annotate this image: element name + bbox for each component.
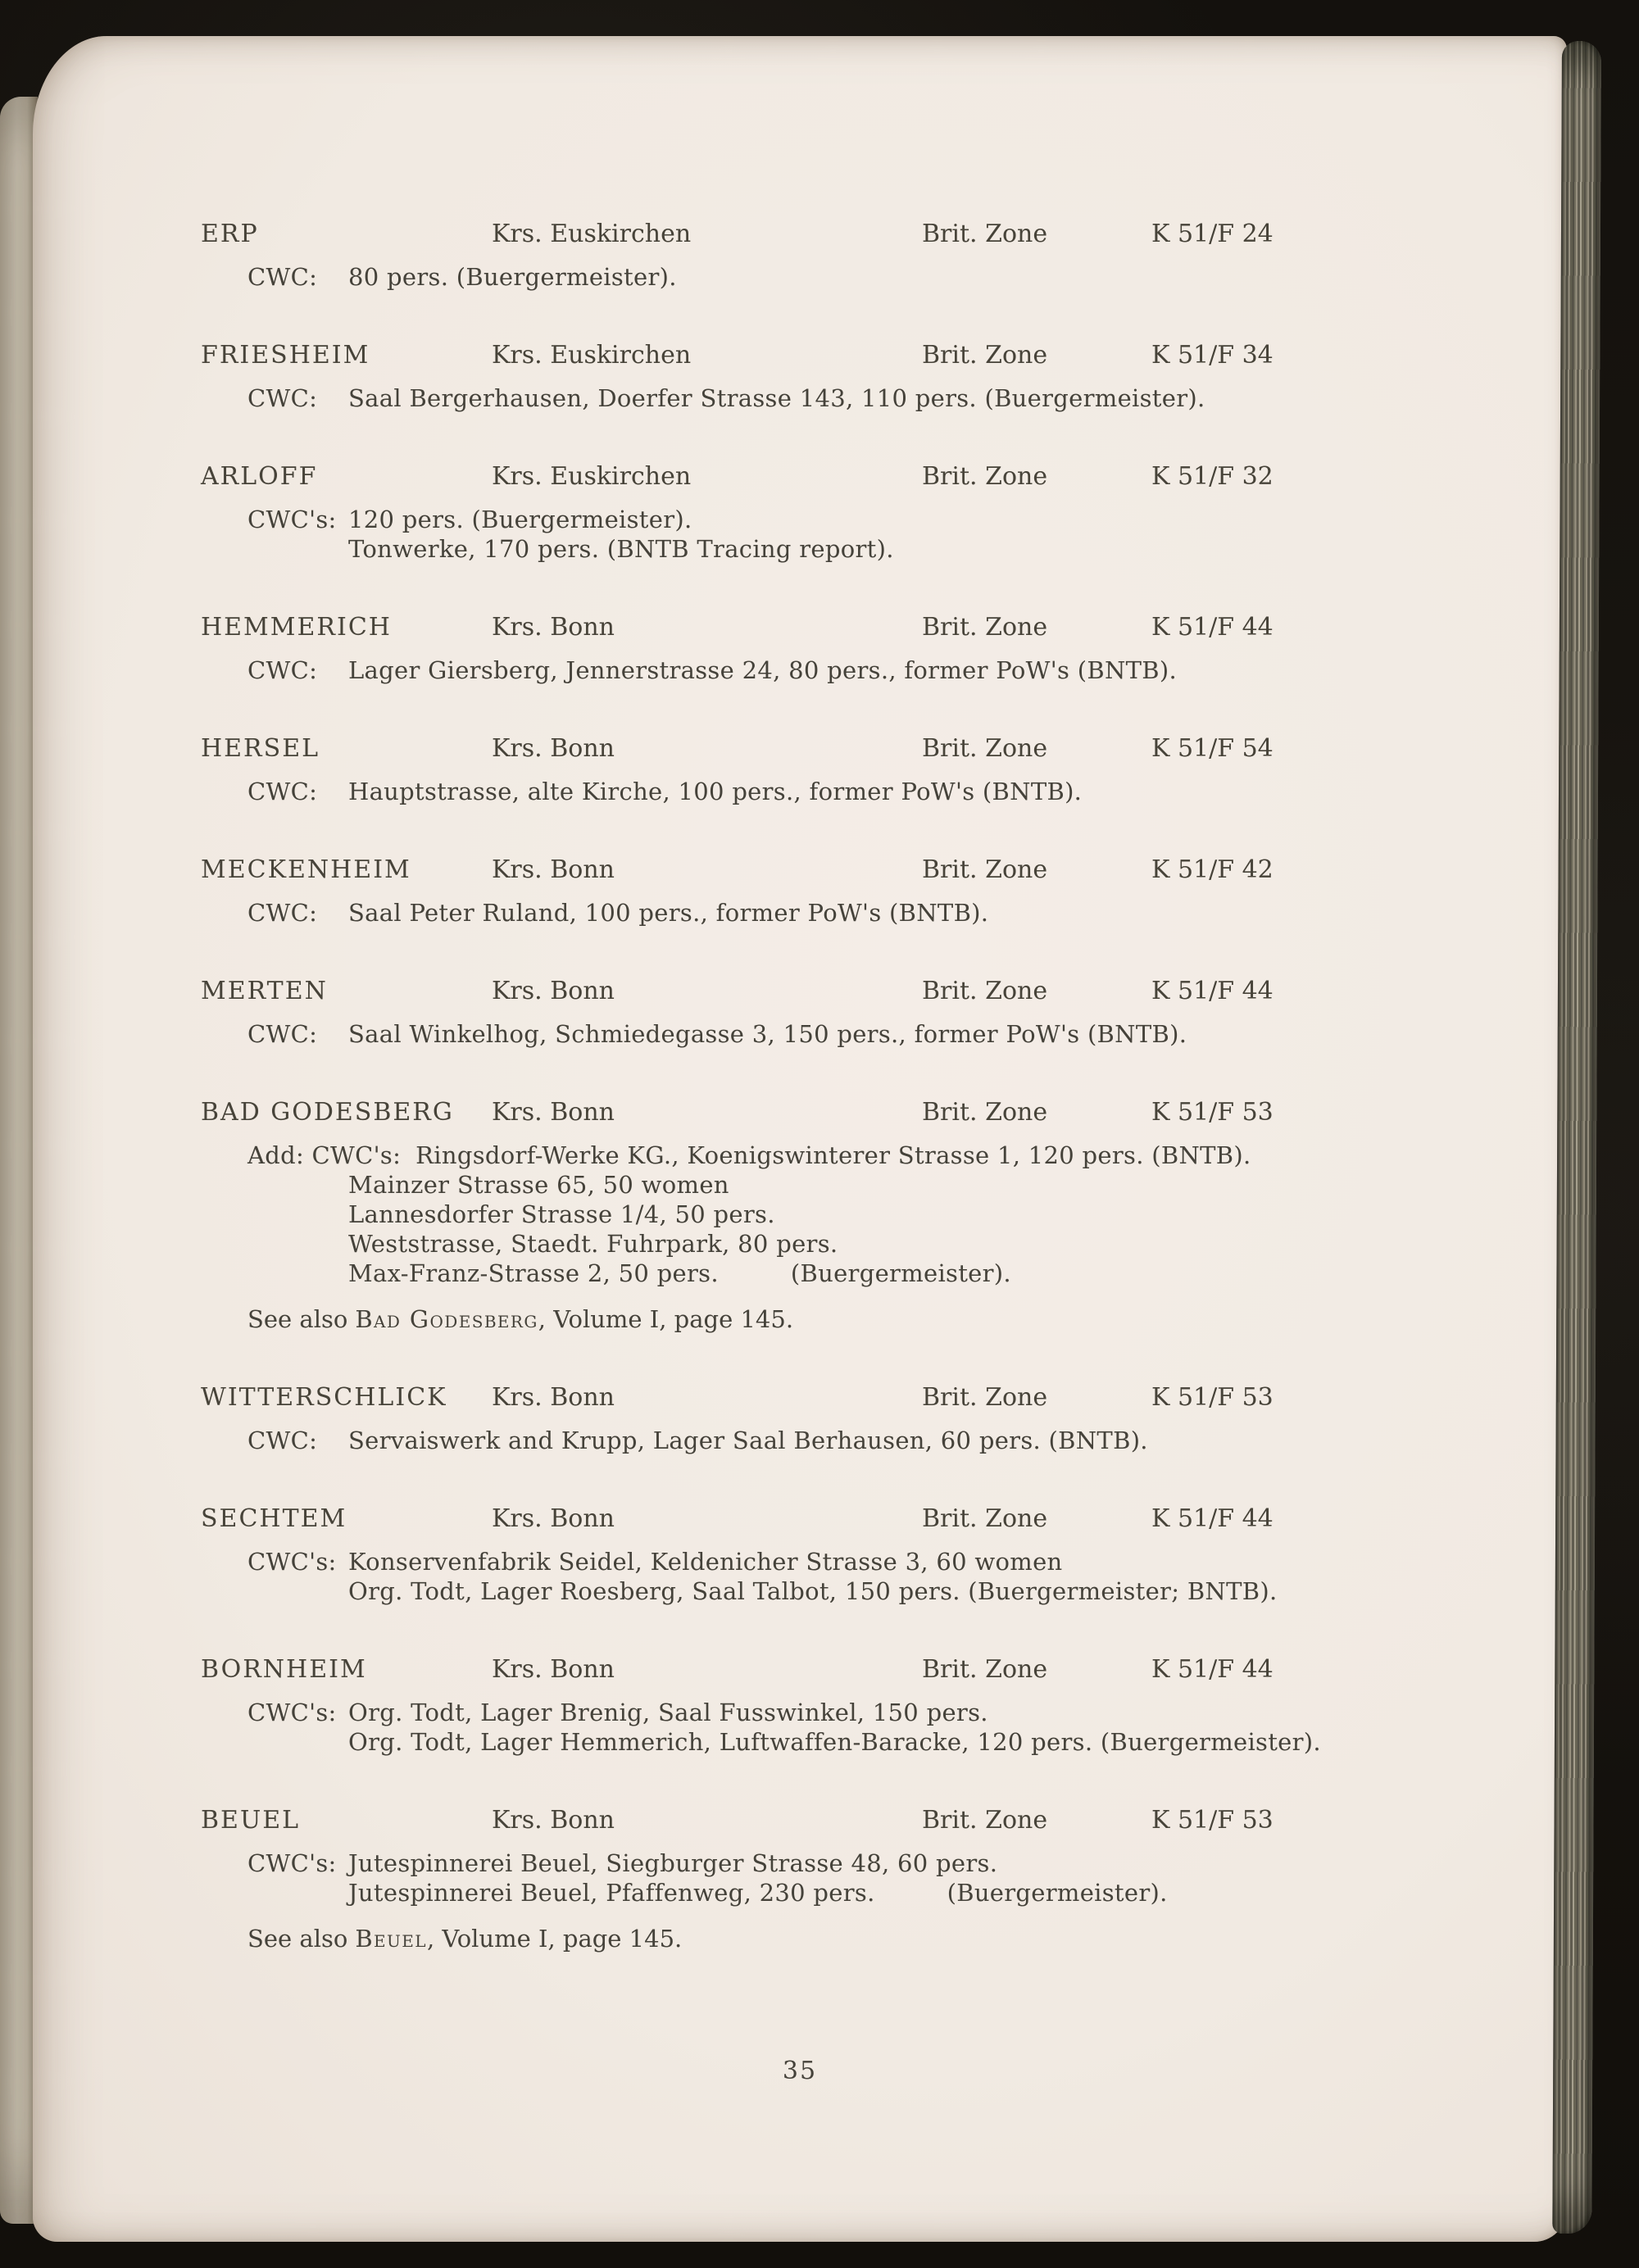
camp-line (33, 1229, 1567, 1259)
camp-line-label: CWC: (247, 656, 318, 684)
entry-header (33, 1653, 1567, 1686)
occupation-zone: Brit. Zone (922, 1098, 1048, 1127)
camp-line-label: CWC's: (247, 1849, 337, 1877)
place-name: MERTEN (201, 977, 328, 1005)
camp-line-label: CWC: (247, 1020, 318, 1048)
camp-line (33, 777, 1567, 806)
camp-line (33, 1019, 1567, 1049)
map-reference: K 51/F 44 (1151, 613, 1274, 642)
place-entry (33, 1381, 1567, 1455)
camp-line-text: Saal Winkelhog, Schmiedegasse 3, 150 pers., former PoW's (BNTB). (348, 1020, 1187, 1048)
camp-line (33, 505, 1567, 534)
occupation-zone: Brit. Zone (922, 1655, 1048, 1684)
book-page (33, 36, 1567, 2242)
map-reference: K 51/F 44 (1151, 977, 1274, 1005)
entry-body (33, 655, 1567, 685)
district-name: Krs. Bonn (492, 734, 615, 763)
place-name: BAD GODESBERG (201, 1098, 454, 1127)
district-name: Krs. Bonn (492, 977, 615, 1005)
entry-body (33, 1141, 1567, 1288)
place-name: ERP (201, 220, 259, 248)
occupation-zone: Brit. Zone (922, 613, 1048, 642)
camp-line (33, 898, 1567, 928)
camp-line-text: Servaiswerk and Krupp, Lager Saal Berhausen, 60 pers. (BNTB). (348, 1427, 1148, 1454)
entry-body (33, 777, 1567, 806)
entry-body (33, 505, 1567, 564)
entry-header (33, 1096, 1567, 1129)
camp-line (33, 1259, 1567, 1288)
camp-line-label: Add: CWC's: (247, 1141, 402, 1169)
map-reference: K 51/F 53 (1151, 1383, 1274, 1412)
see-also-place-name: Beuel (355, 1925, 427, 1953)
see-also-note (33, 1924, 1567, 1953)
district-name: Krs. Bonn (492, 1806, 615, 1835)
camp-line (33, 1200, 1567, 1229)
place-name: HERSEL (201, 734, 320, 763)
camp-line (33, 1426, 1567, 1455)
camp-line-text: 80 pers. (Buergermeister). (348, 263, 677, 291)
occupation-zone: Brit. Zone (922, 220, 1048, 248)
camp-line (33, 1170, 1567, 1200)
district-name: Krs. Bonn (492, 1383, 615, 1412)
place-entry (33, 1503, 1567, 1606)
entry-body (33, 1547, 1567, 1606)
entry-header (33, 1381, 1567, 1414)
see-also-prefix: See also (247, 1305, 348, 1333)
camp-line-source: (Buergermeister). (790, 1259, 1011, 1287)
camp-line-label: CWC: (247, 384, 318, 412)
map-reference: K 51/F 42 (1151, 855, 1274, 884)
place-entry (33, 733, 1567, 806)
camp-line-text: Hauptstrasse, alte Kirche, 100 pers., former PoW's (BNTB). (348, 778, 1083, 805)
map-reference: K 51/F 53 (1151, 1806, 1274, 1835)
camp-line (33, 534, 1567, 564)
page-number: 35 (782, 2057, 818, 2085)
occupation-zone: Brit. Zone (922, 462, 1048, 491)
camp-line-text: Max-Franz-Strasse 2, 50 pers. (348, 1259, 719, 1287)
camp-line-label: CWC's: (247, 506, 337, 533)
camp-line (33, 1547, 1567, 1576)
camp-line-text: Ringsdorf-Werke KG., Koenigswinterer Strasse 1, 120 pers. (BNTB). (415, 1141, 1251, 1169)
camp-line-text: Weststrasse, Staedt. Fuhrpark, 80 pers. (348, 1230, 838, 1258)
occupation-zone: Brit. Zone (922, 855, 1048, 884)
camp-line-label: CWC: (247, 778, 318, 805)
see-also-reference: , Volume I, page 145. (426, 1925, 683, 1953)
camp-line-text: Mainzer Strasse 65, 50 women (348, 1171, 729, 1199)
camp-line-text: Lager Giersberg, Jennerstrasse 24, 80 pers., former PoW's (BNTB). (348, 656, 1178, 684)
occupation-zone: Brit. Zone (922, 977, 1048, 1005)
place-entry (33, 339, 1567, 413)
place-entry (33, 460, 1567, 564)
camp-line (33, 1727, 1567, 1757)
occupation-zone: Brit. Zone (922, 1806, 1048, 1835)
camp-line (33, 262, 1567, 292)
place-name: ARLOFF (201, 462, 318, 491)
camp-line-source: (Buergermeister). (947, 1879, 1168, 1907)
camp-line-text: Tonwerke, 170 pers. (BNTB Tracing report). (348, 535, 894, 563)
entry-header (33, 733, 1567, 765)
entry-header (33, 1804, 1567, 1837)
see-also-place-name: Bad Godesberg (355, 1305, 538, 1333)
camp-line (33, 1878, 1567, 1907)
place-name: WITTERSCHLICK (201, 1383, 447, 1412)
camp-line (33, 383, 1567, 413)
entries-list (33, 218, 1567, 1953)
district-name: Krs. Euskirchen (492, 220, 692, 248)
camp-line-label: CWC: (247, 899, 318, 927)
entry-body (33, 383, 1567, 413)
camp-line (33, 1698, 1567, 1727)
map-reference: K 51/F 24 (1151, 220, 1274, 248)
district-name: Krs. Bonn (492, 1655, 615, 1684)
camp-line-text: Konservenfabrik Seidel, Keldenicher Strasse 3, 60 women (348, 1548, 1063, 1576)
entry-header (33, 1503, 1567, 1535)
camp-line (33, 1848, 1567, 1878)
map-reference: K 51/F 44 (1151, 1504, 1274, 1533)
place-name: SECHTEM (201, 1504, 347, 1533)
map-reference: K 51/F 53 (1151, 1098, 1274, 1127)
entry-body (33, 898, 1567, 928)
map-reference: K 51/F 34 (1151, 341, 1274, 370)
entry-body (33, 1426, 1567, 1455)
camp-line (33, 1576, 1567, 1606)
district-name: Krs. Bonn (492, 1504, 615, 1533)
entry-header (33, 854, 1567, 887)
camp-line-label: CWC's: (247, 1699, 337, 1726)
map-reference: K 51/F 54 (1151, 734, 1274, 763)
camp-line-text: Jutespinnerei Beuel, Siegburger Strasse 48, 60 pers. (348, 1849, 998, 1877)
see-also-prefix: See also (247, 1925, 348, 1953)
map-reference: K 51/F 44 (1151, 1655, 1274, 1684)
camp-line-text: Lannesdorfer Strasse 1/4, 50 pers. (348, 1200, 775, 1228)
camp-line-text: Saal Peter Ruland, 100 pers., former PoW's (BNTB). (348, 899, 989, 927)
entry-header (33, 611, 1567, 644)
place-name: HEMMERICH (201, 613, 392, 642)
map-reference: K 51/F 32 (1151, 462, 1274, 491)
district-name: Krs. Bonn (492, 613, 615, 642)
occupation-zone: Brit. Zone (922, 1504, 1048, 1533)
occupation-zone: Brit. Zone (922, 1383, 1048, 1412)
entry-body (33, 1848, 1567, 1907)
entry-body (33, 262, 1567, 292)
camp-line-label: CWC: (247, 1427, 318, 1454)
see-also-note (33, 1304, 1567, 1334)
place-name: BORNHEIM (201, 1655, 367, 1684)
camp-line-label: CWC's: (247, 1548, 337, 1576)
place-entry (33, 1096, 1567, 1334)
camp-line (33, 1141, 1567, 1170)
entry-header (33, 339, 1567, 372)
camp-line-text: Org. Todt, Lager Roesberg, Saal Talbot, 150 pers. (Buergermeister; BNTB). (348, 1577, 1278, 1605)
camp-line-label: CWC: (247, 263, 318, 291)
camp-line-text: 120 pers. (Buergermeister). (348, 506, 692, 533)
entry-body (33, 1019, 1567, 1049)
entry-header (33, 975, 1567, 1008)
camp-line (33, 655, 1567, 685)
place-entry (33, 854, 1567, 928)
place-entry (33, 1653, 1567, 1757)
entry-header (33, 218, 1567, 251)
place-name: BEUEL (201, 1806, 301, 1835)
occupation-zone: Brit. Zone (922, 341, 1048, 370)
place-entry (33, 975, 1567, 1049)
place-entry (33, 218, 1567, 292)
district-name: Krs. Euskirchen (492, 341, 692, 370)
see-also-reference: , Volume I, page 145. (538, 1305, 794, 1333)
place-name: MECKENHEIM (201, 855, 411, 884)
place-entry (33, 611, 1567, 685)
place-entry (33, 1804, 1567, 1953)
camp-line-text: Org. Todt, Lager Brenig, Saal Fusswinkel, 150 pers. (348, 1699, 988, 1726)
place-name: FRIESHEIM (201, 341, 370, 370)
page-stack-fore-edge (1552, 41, 1601, 2234)
camp-line-text: Org. Todt, Lager Hemmerich, Luftwaffen-Baracke, 120 pers. (Buergermeister). (348, 1728, 1321, 1756)
entry-body (33, 1698, 1567, 1757)
camp-line-text: Jutespinnerei Beuel, Pfaffenweg, 230 pers. (348, 1879, 875, 1907)
district-name: Krs. Euskirchen (492, 462, 692, 491)
entry-header (33, 460, 1567, 493)
district-name: Krs. Bonn (492, 855, 615, 884)
camp-line-text: Saal Bergerhausen, Doerfer Strasse 143, 110 pers. (Buergermeister). (348, 384, 1205, 412)
occupation-zone: Brit. Zone (922, 734, 1048, 763)
district-name: Krs. Bonn (492, 1098, 615, 1127)
